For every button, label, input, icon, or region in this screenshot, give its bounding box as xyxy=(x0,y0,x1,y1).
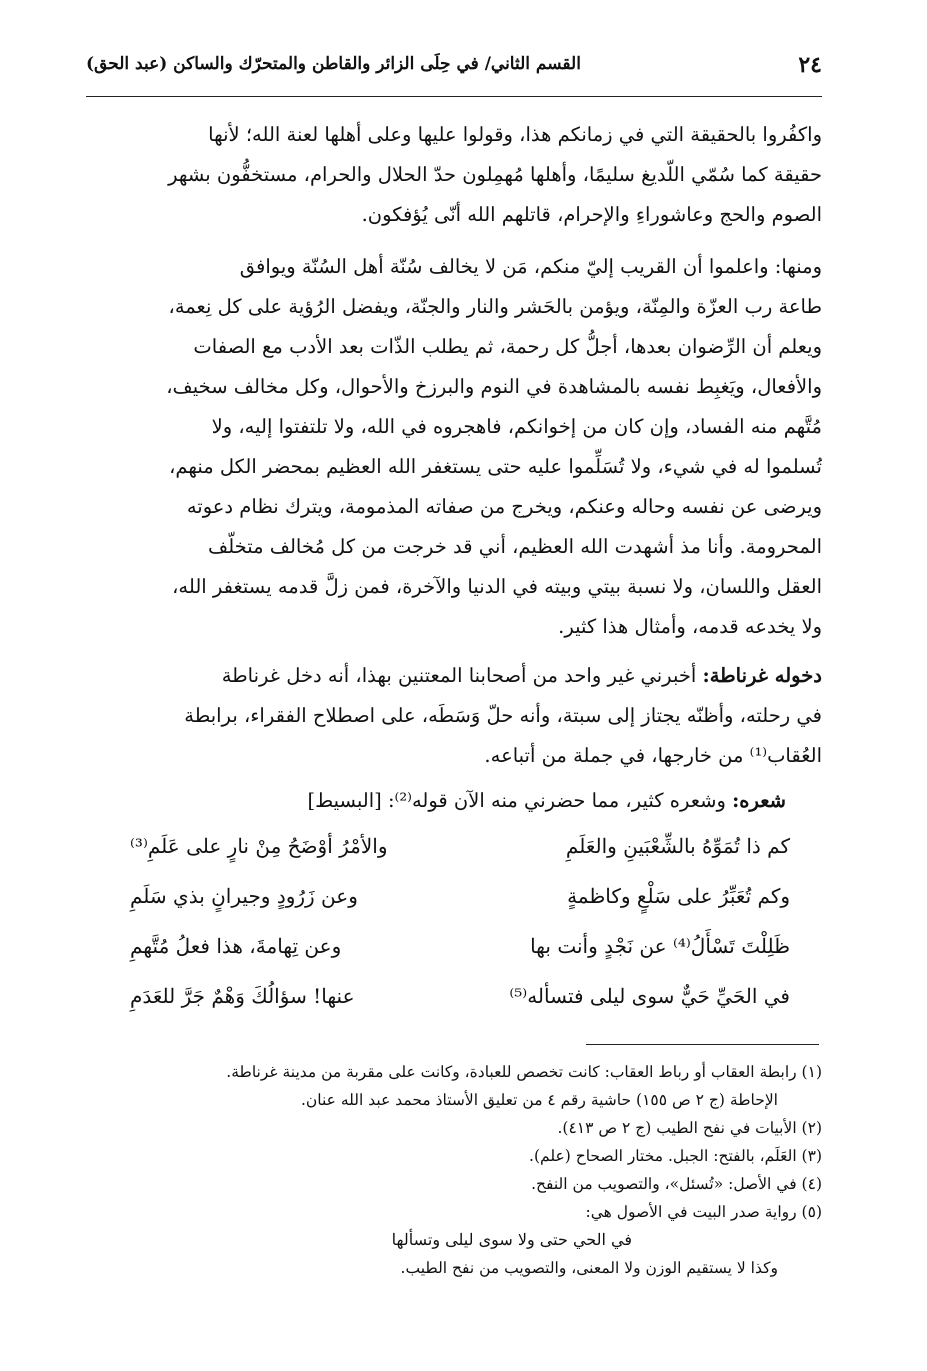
footnote-2: (٢) الأبيات في نفح الطيب (ج ٢ ص ٤١٣). xyxy=(557,1119,822,1137)
verse xyxy=(130,934,790,984)
text-line: العُقاب⁽¹⁾ من خارجها، في جملة من أتباعه. xyxy=(484,744,822,767)
section-heading-granada: دخوله غرناطة: xyxy=(702,664,822,687)
paragraph-granada xyxy=(86,656,822,776)
text-line: ولا يخدعه قدمه، وأمثال هذا كثير. xyxy=(558,615,822,638)
text-line: والأفعال، ويَغبِط نفسه بالمشاهدة في النوم والبرزخ والأحوال، وكل مخالف سخيف، xyxy=(166,375,822,398)
verse-first-hemistich: كم ذا تُمَوِّهُ بالشِّعْبَينِ والعَلَمِ xyxy=(565,834,790,858)
paragraph-poetry xyxy=(86,781,822,821)
verse-second-hemistich: وعن زَرُودٍ وجيرانٍ بذي سَلَمِ xyxy=(130,884,358,908)
verse-first-hemistich: وكم تُعَبِّرُ على سَلْعٍ وكاظمةٍ xyxy=(567,884,790,908)
footnote-5: (٥) رواية صدر البيت في الأصول هي: xyxy=(585,1203,822,1221)
section-heading-poetry: شعره: xyxy=(732,789,786,812)
header-rule xyxy=(86,96,822,97)
verse xyxy=(130,834,790,884)
footnote-5-continued: وكذا لا يستقيم الوزن ولا المعنى، والتصويب من نفح الطيب. xyxy=(400,1259,778,1277)
footnote-1-continued: الإحاطة (ج ٢ ص ١٥٥) حاشية رقم ٤ من تعليق الأستاذ محمد عبد الله عنان. xyxy=(300,1091,778,1109)
footnote-3: (٣) العَلَم، بالفتح: الجبل. مختار الصحاح (علم). xyxy=(529,1147,822,1165)
footnote-5-verse: في الحي حتى ولا سوى ليلى وتسألها xyxy=(391,1230,632,1249)
text-line: ويعلم أن الرِّضوان بعدها، أجلُّ كل رحمة، ثم يطلب الذّات بعد الأدب مع الصفات xyxy=(193,335,822,358)
text-line: المحرومة. وأنا مذ أشهدت الله العظيم، أني قد خرجت من كل مُخالف متخلّف xyxy=(208,535,822,558)
text-line xyxy=(86,656,822,696)
verse xyxy=(130,984,790,1034)
footnote-1: (١) رابطة العقاب أو رباط العقاب: كانت تخصص للعبادة، وكانت على مقربة من مدينة غرناطة. xyxy=(226,1063,822,1081)
poem xyxy=(130,834,790,1034)
footnote-4: (٤) في الأصل: «تُسئل»، والتصويب من النفح. xyxy=(531,1175,822,1193)
running-title: القسم الثاني/ في حِلَى الزائر والقاطن والمتحرّك والساكن (عبد الحق) xyxy=(86,54,581,74)
verse-first-hemistich: ظَلِلْتَ تَسْأَلُ⁽⁴⁾ عن نَجْدٍ وأنت بها xyxy=(530,934,790,958)
text-run: أخبرني غير واحد من أصحابنا المعتنين بهذا، أنه دخل غرناطة xyxy=(221,664,703,687)
running-header xyxy=(86,52,822,90)
page-number: ٢٤ xyxy=(798,52,822,78)
verse xyxy=(130,884,790,934)
text-line: ويرضى عن نفسه وحاله وعنكم، ويخرج من صفاته المذمومة، ويترك نظام دعوته xyxy=(186,495,822,518)
verse-first-hemistich: في الحَيِّ حَيٌّ سوى ليلى فتسأله⁽⁵⁾ xyxy=(509,984,790,1008)
paragraph-teaching xyxy=(86,247,822,647)
verse-second-hemistich: عنها! سؤالُكَ وَهْمٌ جَرَّ للعَدَمِ xyxy=(130,984,355,1008)
text-line: حقيقة كما سُمّي اللّديغ سليمًا، وأهلها مُهمِلون حدّ الحلال والحرام، مستخفُّون بشهر xyxy=(168,163,822,186)
text-line xyxy=(86,781,822,821)
verse-second-hemistich: والأمْرُ أوْضَحُ مِنْ نارٍ على عَلَمِ⁽³⁾ xyxy=(130,834,388,858)
text-line: مُتَّهم منه الفساد، وإن كان من إخوانكم، فاهجروه في الله، ولا تلتفتوا إليه، ولا xyxy=(211,415,822,438)
text-line: في رحلته، وأظنّه يجتاز إلى سبتة، وأنه حلّ وَسَطَه، على اصطلاح الفقراء، برابطة xyxy=(184,704,822,727)
paragraph-opening xyxy=(86,115,822,235)
text-line: ومنها: واعلموا أن القريب إليّ منكم، مَن لا يخالف سُنّة أهل السُنّة ويوافق xyxy=(239,255,822,278)
text-line: العقل واللسان، ولا نسبة بيتي وبيته في الدنيا والآخرة، فمن زلَّ قدمه يستغفر الله، xyxy=(172,575,822,598)
text-line: واكفُروا بالحقيقة التي في زمانكم هذا، وقولوا عليها وعلى أهلها لعنة الله؛ لأنها xyxy=(208,123,822,146)
text-run: وشعره كثير، مما حضرني منه الآن قوله⁽²⁾: [البسيط] xyxy=(307,789,733,812)
footnote-rule xyxy=(586,1044,819,1045)
footnotes xyxy=(86,1058,822,1282)
text-line: الصوم والحج وعاشوراءِ والإحرام، قاتلهم الله أنّى يُؤفكون. xyxy=(361,203,822,226)
text-line: تُسلموا له في شيء، ولا تُسَلِّموا عليه حتى يستغفر الله العظيم بمحضر الكل منهم، xyxy=(169,455,822,478)
text-line: طاعة رب العزّة والمِنّة، ويؤمن بالحَشر والنار والجنّة، ويفضل الرُؤية على كل نِعمة، xyxy=(168,295,822,318)
verse-second-hemistich: وعن تِهامةَ، هذا فعلُ مُتَّهمِ xyxy=(130,934,342,958)
